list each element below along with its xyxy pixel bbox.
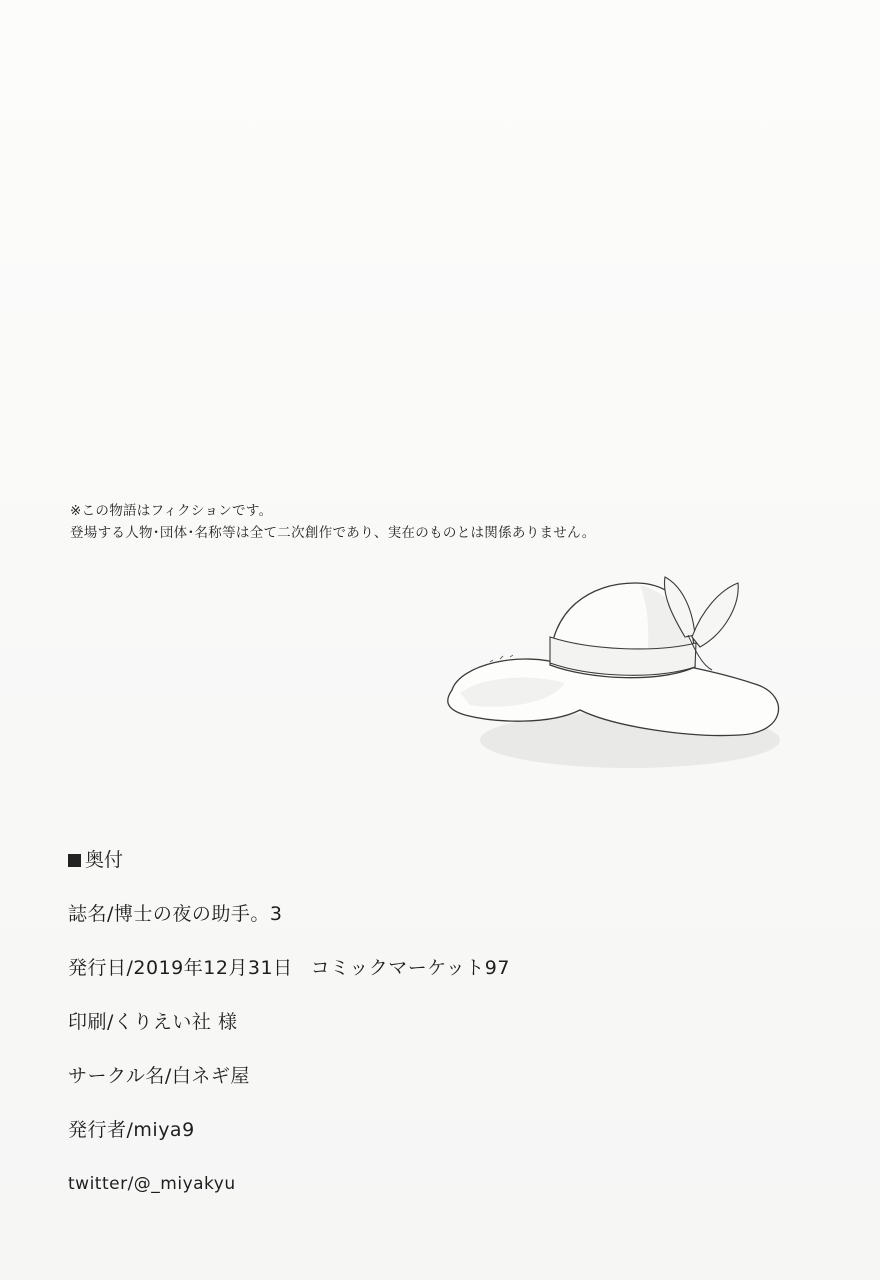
colophon-printer: 印刷/くりえい社 様 xyxy=(68,1011,238,1033)
colophon-circle: サークル名/白ネギ屋 xyxy=(68,1065,250,1087)
colophon-heading xyxy=(68,844,628,876)
colophon-heading-label: 奥付 xyxy=(85,849,124,871)
colophon-twitter: twitter/@_miyakyu xyxy=(68,1174,236,1194)
disclaimer-line-2: 登場する人物･団体･名称等は全て二次創作であり、実在のものとは関係ありません。 xyxy=(70,525,596,541)
colophon-event: コミックマーケット97 xyxy=(310,957,510,979)
disclaimer-line-1: ※この物語はフィクションです。 xyxy=(70,503,273,519)
hat-bow-right xyxy=(692,583,738,647)
colophon-issue-date: 発行日/2019年12月31日 xyxy=(68,957,293,979)
hat-illustration xyxy=(440,555,790,785)
disclaimer xyxy=(70,500,596,544)
colophon xyxy=(68,844,628,1200)
bullet-square-icon xyxy=(68,854,81,867)
colophon-issue-date-row xyxy=(68,952,628,984)
colophon-publisher: 発行者/miya9 xyxy=(68,1119,195,1141)
colophon-title: 誌名/博士の夜の助手。3 xyxy=(68,903,283,925)
